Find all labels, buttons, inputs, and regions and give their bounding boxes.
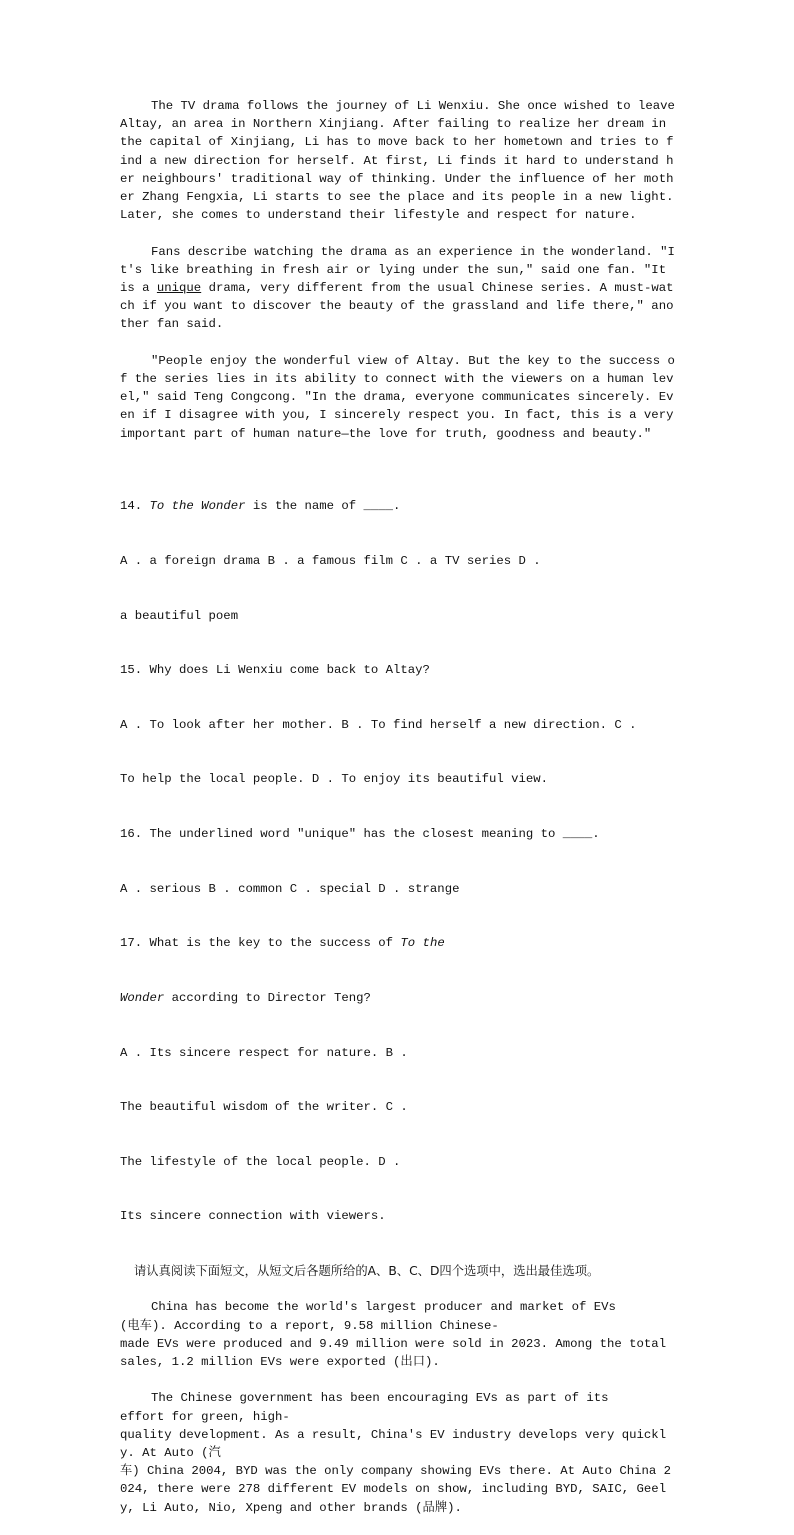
passage-a-paragraph-1: The TV drama follows the journey of Li Wenxiu. She once wished to leave Altay, an area in Northern Xinjiang. After failing to realize her dream in the capital of Xinjiang, Li has to move back to her hometown and tries to find a new direction for herself. At first, Li finds it hard to understand her neighbours' traditional way of thinking. Under the influence of her mother Zhang Fengxia, Li starts to see the place and its people in a new light. Later, she comes to understand their lifestyle and respect for nature. [120, 99, 683, 223]
passage-b-paragraph-2: The Chinese government has been encouraging EVs as part of its effort for green, high- quality development. As a result, China's EV industry develops very quickly. At Auto (汽 车) China 2004, BYD was the only company showing EVs there. At Auto China 2024, there were 278 different EV models on show, including BYD, SAIC, Geely, Li Auto, Nio, Xpeng and other brands (品牌). [120, 1391, 671, 1515]
question-17-option: Its sincere connection with viewers. [120, 1209, 386, 1224]
passage-b-paragraph-1: China has become the world's largest producer and market of EVs (电车). According to a report, 9.58 million Chinese- made EVs were produced and 9.49 million were sold in 2023. Among the total sales, 1.2 million EVs were exported (出口). [120, 1300, 674, 1369]
paragraph-text: Fans describe watching the drama as an experience in the wonderland. "It's like breathing in fresh air or lying under the sun," said one fan. "It is a [120, 244, 675, 296]
question-15-options: To help the local people. D . To enjoy its beautiful view. [120, 772, 549, 787]
question-16: 16. The underlined word "unique" has the closest meaning to ____. [120, 827, 600, 842]
question-17-option: A . Its sincere respect for nature. B . [120, 1045, 408, 1060]
section-instruction: 请认真阅读下面短文，从短文后各题所给的A、B、C、D四个选项中，选出最佳选项。 [134, 1263, 600, 1278]
document-page [120, 97, 683, 1535]
question-block [120, 461, 676, 1262]
question-17-option: The lifestyle of the local people. D . [120, 1154, 401, 1169]
question-14-options: a beautiful poem [120, 608, 239, 623]
drama-title: To the Wonder [149, 499, 246, 514]
question-14-options: A . a foreign drama B . a famous film C . a TV series D . [120, 554, 541, 569]
question-17: 17. What is the key to the success of To the [120, 936, 445, 951]
drama-title: To the [400, 936, 445, 951]
question-16-options: A . serious B . common C . special D . strange [120, 881, 460, 896]
question-17-option: The beautiful wisdom of the writer. C . [120, 1100, 408, 1115]
passage-a-paragraph-3: "People enjoy the wonderful view of Altay. But the key to the success of the series lies in its ability to connect with the viewers on a human level," said Teng Congcong. "In the drama, everyone communicates sincerely. Even if I disagree with you, I sincerely respect you. In fact, this is a very important part of human nature—the love for truth, goodness and beauty." [120, 353, 681, 441]
paragraph-text: drama, very different from the usual Chinese series. A must-watch if you want to discover the beauty of the grassland and life there," another fan said. [120, 281, 674, 332]
drama-title: Wonder [120, 990, 165, 1005]
underlined-word: unique [156, 281, 202, 296]
question-15: 15. Why does Li Wenxiu come back to Altay? [120, 663, 430, 678]
passage-a-paragraph-2 [120, 243, 676, 334]
question-14: 14. To the Wonder is the name of ____. [120, 499, 401, 514]
question-15-options: A . To look after her mother. B . To find herself a new direction. C . [120, 717, 637, 732]
question-17: Wonder according to Director Teng? [120, 990, 371, 1005]
